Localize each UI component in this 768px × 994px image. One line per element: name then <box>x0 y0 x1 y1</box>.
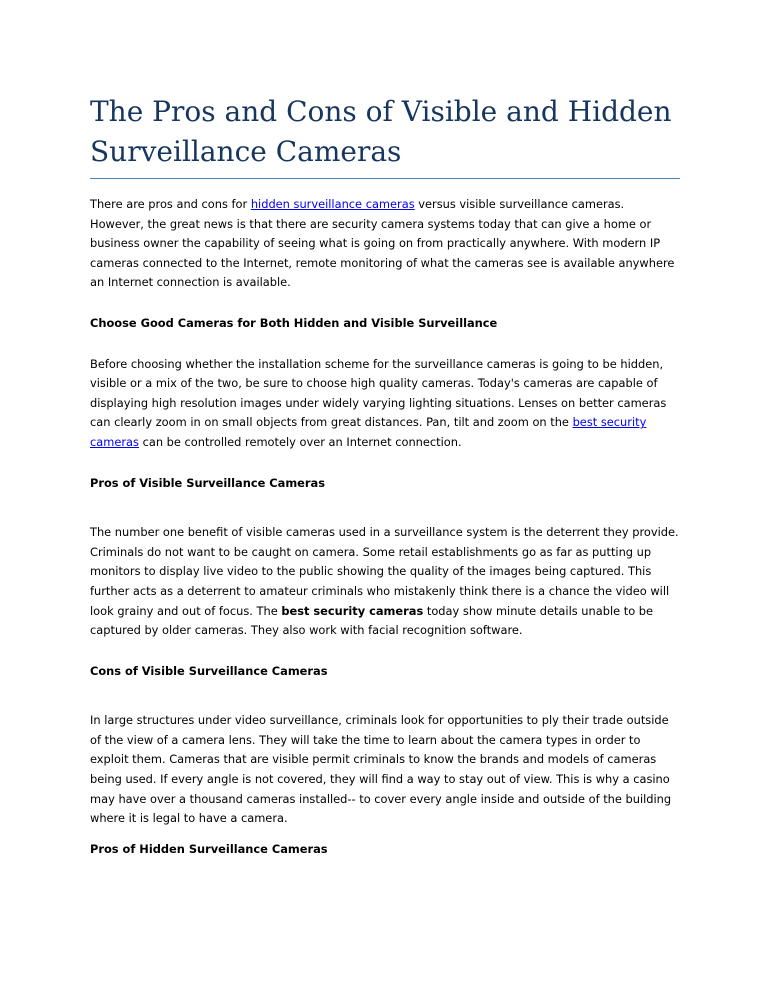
hidden-surveillance-cameras-link[interactable]: hidden surveillance cameras <box>250 197 415 211</box>
section-heading-choose-good-cameras: Choose Good Cameras for Both Hidden and Visible Surveillance <box>90 315 498 330</box>
section-heading-cons-visible: Cons of Visible Surveillance Cameras <box>90 663 328 678</box>
intro-paragraph <box>90 195 680 293</box>
document-content <box>90 92 680 859</box>
best-security-cameras-link[interactable]: best security cameras <box>90 415 647 449</box>
pros-visible-text-start: The number one benefit of visible cameras used in a surveillance system is the deterrent they provide. Criminals do not want to be caught on camera. Some retail establishments go as far as putting up monitors to display live video to the public showing the quality of the images being captured. This further acts as a deterrent to amateur criminals who mistakenly think there is a chance the video will look grainy and out of focus. The <box>90 525 679 618</box>
section-heading-pros-hidden: Pros of Hidden Surveillance Cameras <box>90 841 328 856</box>
choose-cameras-text-start: Before choosing whether the installation scheme for the surveillance cameras is going to be hidden, visible or a mix of the two, be sure to choose high quality cameras. Today's cameras are capable of displaying high resolution images under widely varying lighting situations. Lenses on better cameras can clearly zoom in on small objects from great distances. Pan, tilt and zoom on the <box>90 356 667 430</box>
section-heading-pros-visible: Pros of Visible Surveillance Cameras <box>90 475 325 490</box>
intro-text-start: There are pros and cons for <box>90 197 251 211</box>
pros-visible-paragraph <box>90 523 680 641</box>
cons-visible-paragraph: In large structures under video surveillance, criminals look for opportunities to ply their trade outside of the view of a camera lens. They will take the time to learn about the camera types in order to exploit them. Cameras that are visible permit criminals to know the brands and models of cameras being used. If every angle is not covered, they will find a way to stay out of view. This is why a casino may have over a thousand cameras installed-- to cover every angle inside and outside of the building where it is legal to have a camera. <box>90 713 672 826</box>
document-title: The Pros and Cons of Visible and Hidden Surveillance Cameras <box>90 92 680 179</box>
choose-cameras-paragraph <box>90 355 680 453</box>
best-security-cameras-bold: best security cameras <box>281 603 424 618</box>
choose-cameras-text-end: can be controlled remotely over an Internet connection. <box>138 434 462 449</box>
pros-visible-text-end: today show minute details unable to be captured by older cameras. They also work with facial recognition software. <box>90 603 654 638</box>
intro-text-end: versus visible surveillance cameras. However, the great news is that there are security camera systems today that can give a home or business owner the capability of seeing what is going on from practically anywhere. With modern IP cameras connected to the Internet, remote monitoring of what the cameras see is available anywhere an Internet connection is available. <box>90 197 675 290</box>
